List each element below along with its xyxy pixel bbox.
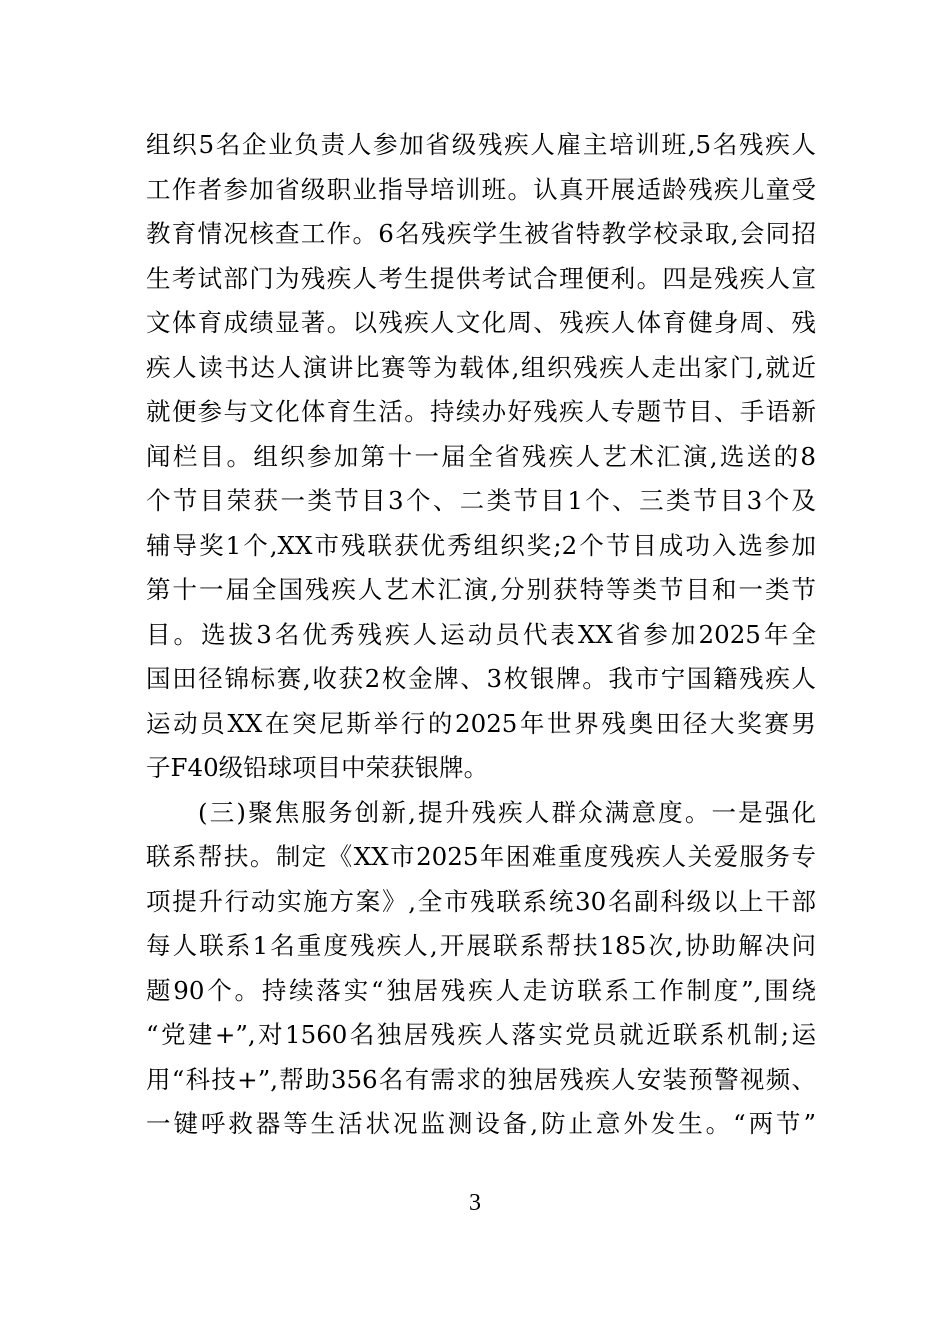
text-line: 项提升行动实施方案》,全市残联系统30名副科级以上干部 xyxy=(146,886,816,916)
text-line: 闻栏目。组织参加第十一届全省残疾人艺术汇演,选送的8 xyxy=(146,441,816,471)
text-line: 就便参与文化体育生活。持续办好残疾人专题节目、手语新 xyxy=(146,397,816,426)
text-line: 子F40级铅球项目中荣获银牌。 xyxy=(146,753,489,782)
page-number: 3 xyxy=(469,1190,481,1216)
text-line: 第十一届全国残疾人艺术汇演,分别获特等类节目和一类节 xyxy=(146,575,816,604)
text-line: 组织5名企业负责人参加省级残疾人雇主培训班,5名残疾人 xyxy=(146,130,816,159)
text-line: 辅导奖1个,XX市残联获优秀组织奖;2个节目成功入选参加 xyxy=(146,530,816,560)
text-line: 一键呼救器等生活状况监测设备,防止意外发生。“两节” xyxy=(146,1109,816,1138)
text-line: 工作者参加省级职业指导培训班。认真开展适龄残疾儿童受 xyxy=(146,174,816,204)
text-line: 国田径锦标赛,收获2枚金牌、3枚银牌。我市宁国籍残疾人 xyxy=(146,664,816,693)
text-line: 疾人读书达人演讲比赛等为载体,组织残疾人走出家门,就近 xyxy=(146,352,816,382)
text-line: 题90个。持续落实“独居残疾人走访联系工作制度”,围绕 xyxy=(146,975,816,1005)
text-line: 目。选拔3名优秀残疾人运动员代表XX省参加2025年全 xyxy=(146,619,816,649)
text-line: 教育情况核查工作。6名残疾学生被省特教学校录取,会同招 xyxy=(146,219,816,248)
text-line: 每人联系1名重度残疾人,开展联系帮扶185次,协助解决问 xyxy=(146,931,816,960)
text-line: “党建+”,对1560名独居残疾人落实党员就近联系机制;运 xyxy=(146,1020,816,1049)
body-text xyxy=(146,123,816,1147)
text-line: 联系帮扶。制定《XX市2025年困难重度残疾人关爱服务专 xyxy=(146,842,816,871)
text-line: 文体育成绩显著。以残疾人文化周、残疾人体育健身周、残 xyxy=(146,308,816,337)
section-heading-line: (三)聚焦服务创新,提升残疾人群众满意度。一是强化 xyxy=(198,797,816,827)
text-line: 运动员XX在突尼斯举行的2025年世界残奥田径大奖赛男 xyxy=(146,708,816,738)
text-line: 用“科技+”,帮助356名有需求的独居残疾人安装预警视频、 xyxy=(146,1064,816,1094)
text-line: 个节目荣获一类节目3个、二类节目1个、三类节目3个及 xyxy=(146,486,816,515)
text-line: 生考试部门为残疾人考生提供考试合理便利。四是残疾人宣 xyxy=(146,263,816,293)
